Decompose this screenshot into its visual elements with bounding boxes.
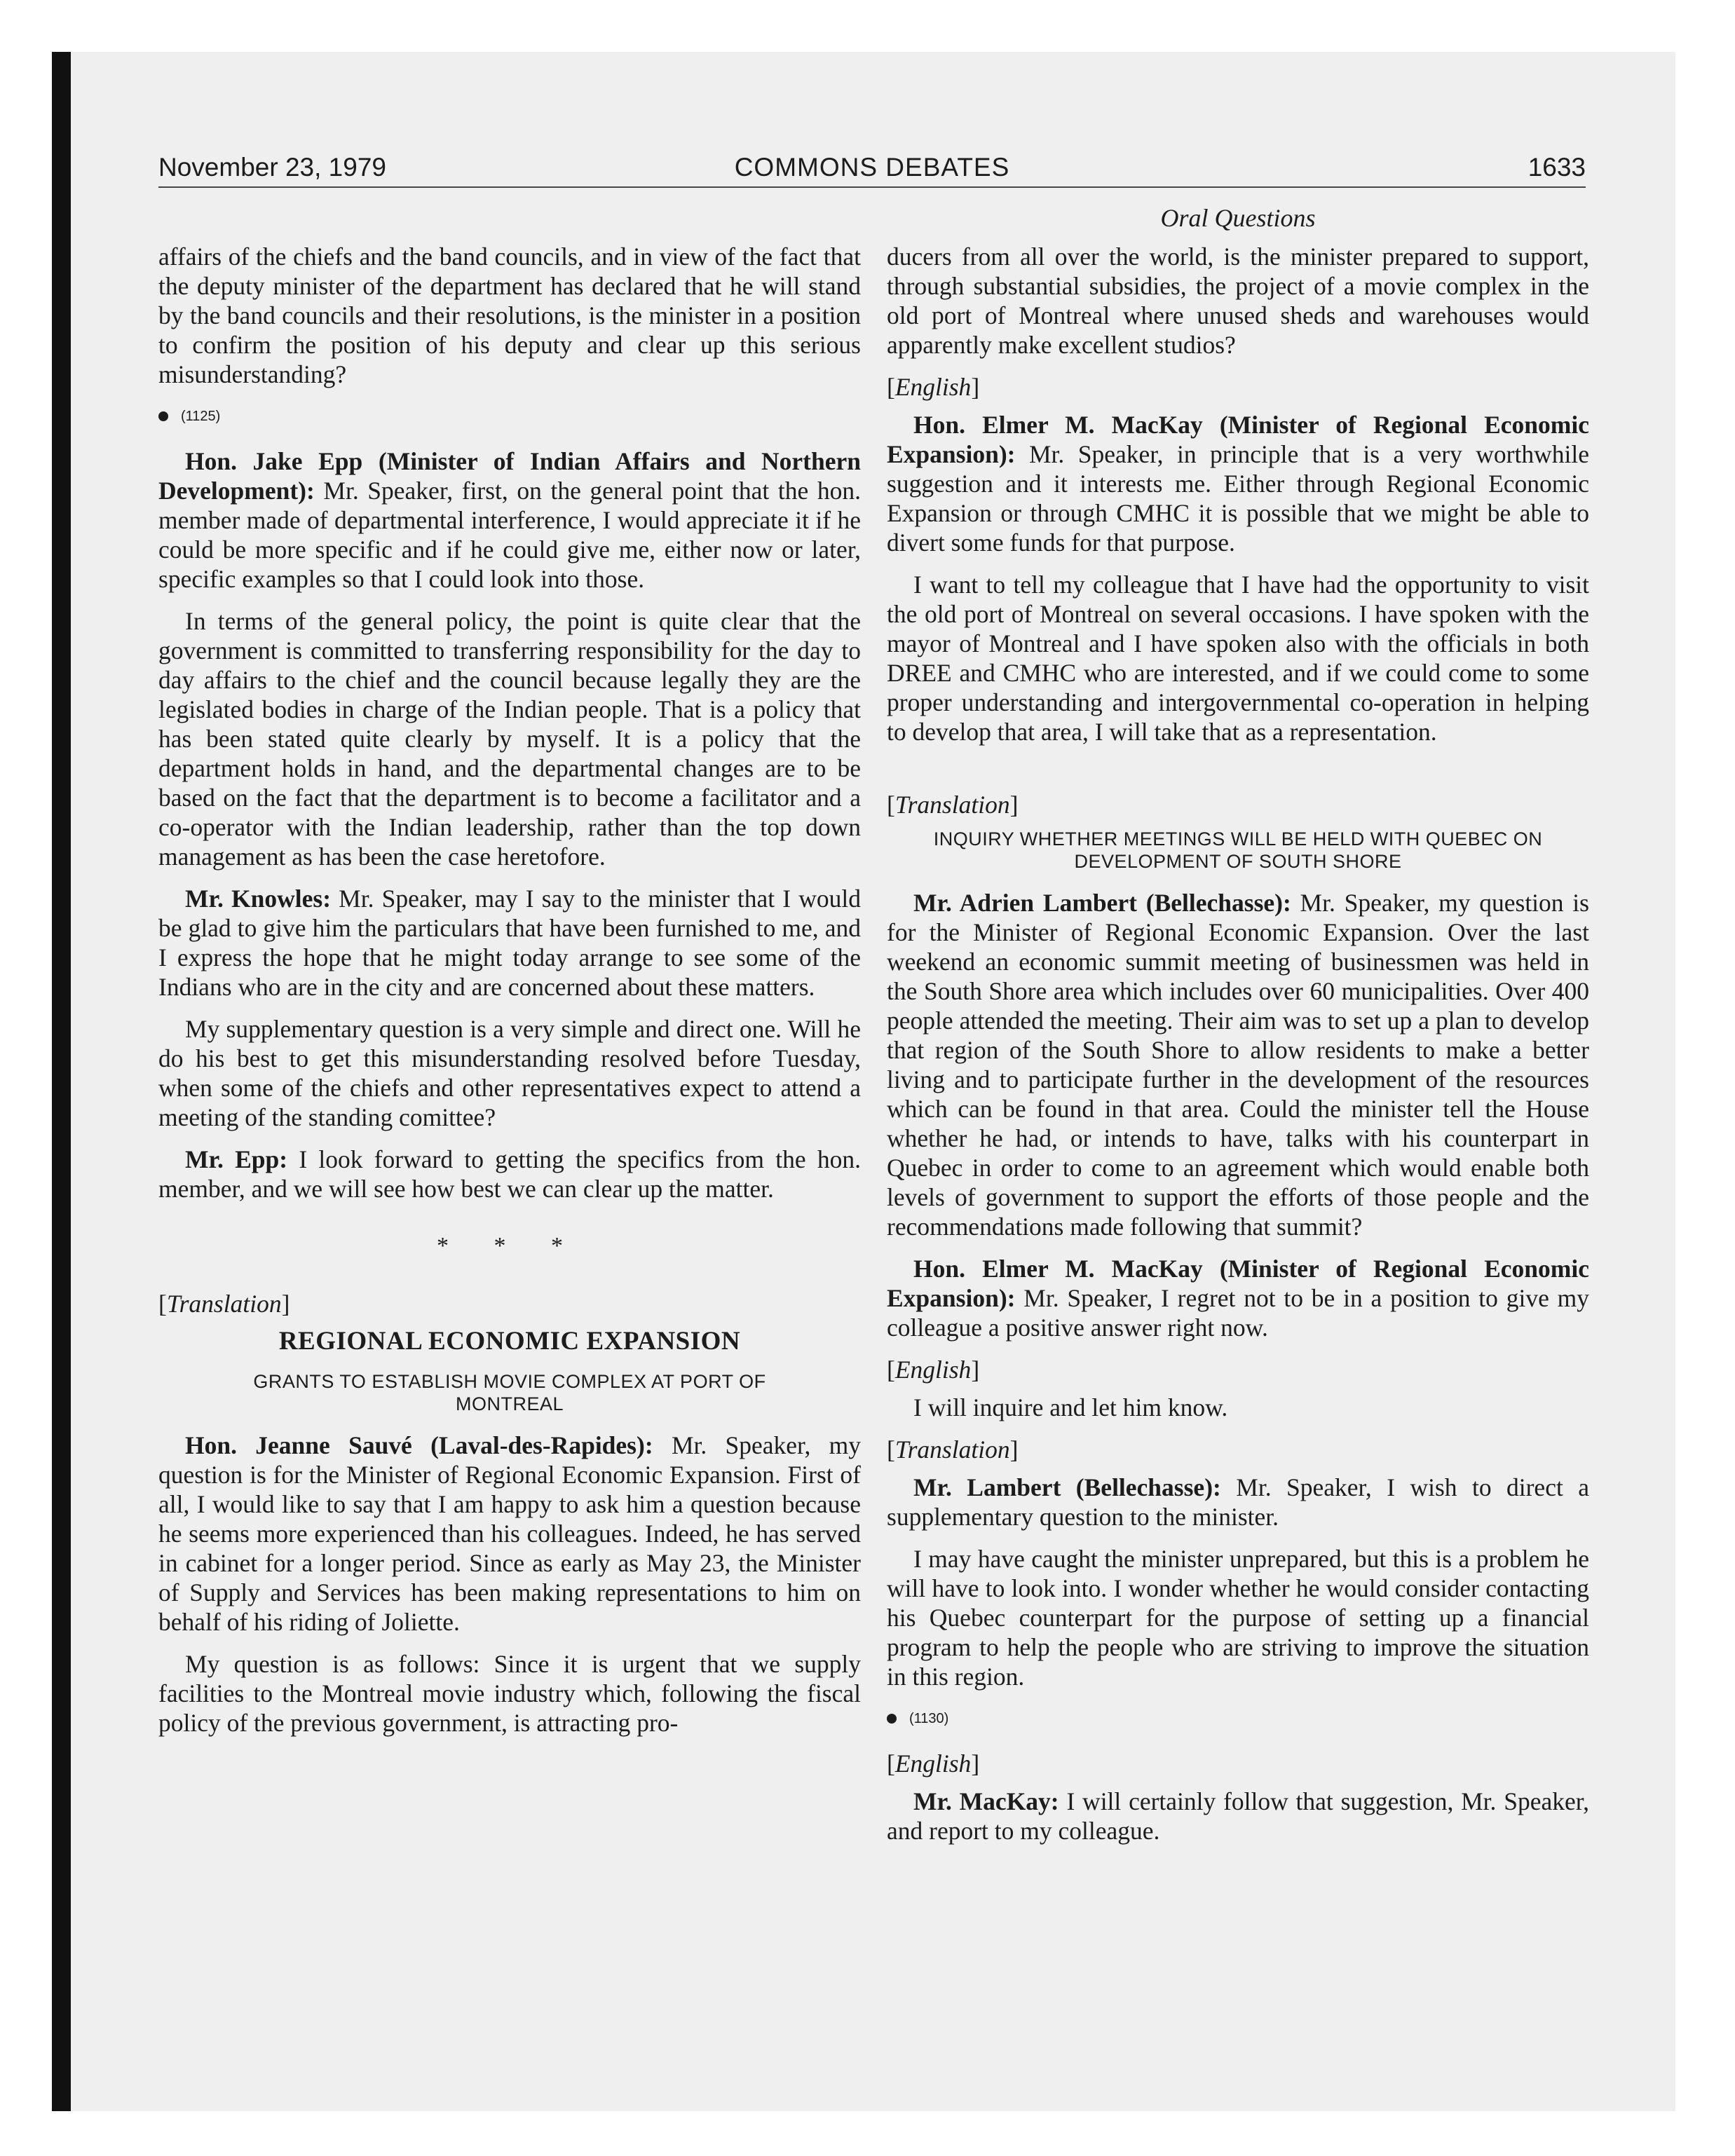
topic-subheading: GRANTS TO ESTABLISH MOVIE COMPLEX AT PORT OF MONTREAL — [253, 1371, 766, 1414]
vertical-spacer — [887, 759, 1589, 784]
speaker-name: Mr. MacKay: — [913, 1787, 1059, 1815]
language-tag: [English] — [887, 1749, 980, 1778]
speech-text: Mr. Speaker, in principle that is a very worthwhile suggestion and it interests me. Either through Regional Economic Expansion or through CMHC it is possible that we might be able to divert some funds for that purpose. — [887, 440, 1589, 557]
speech-text: Mr. Speaker, I regret not to be in a position to give my colleague a positive answer right now. — [887, 1284, 1589, 1342]
speech-text: Mr. Speaker, I wish to direct a supplementary question to the minister. — [887, 1473, 1589, 1531]
paragraph: ducers from all over the world, is the minister prepared to support, through substantial subsidies, the project of a movie complex in the old port of Montreal where unused sheds and warehouses would apparently make excellent studios? — [887, 243, 1589, 359]
section-label: Oral Questions — [1160, 204, 1316, 232]
bullet-icon — [887, 1714, 897, 1724]
speech-text: Mr. Speaker, my question is for the Minister of Regional Economic Expansion. First of all, I would like to say that I am happy to ask him a question because he seems more experienced than his colleagues. Indeed, he has served in cabinet for a longer period. Since as early as May 23, the Minister of Supply and Services has been making representations to him on behalf of his riding of Joliette. — [158, 1431, 861, 1636]
speech-paragraph — [887, 888, 1589, 1241]
section-separator: * * * — [437, 1233, 583, 1259]
speaker-name: Mr. Adrien Lambert (Bellechasse): — [913, 889, 1291, 917]
header-title: COMMONS DEBATES — [734, 153, 1010, 182]
speech-paragraph — [158, 1145, 861, 1203]
speaker-name: Mr. Lambert (Bellechasse): — [913, 1473, 1221, 1501]
scan-edge-bar — [52, 52, 71, 2111]
header-page-number: 1633 — [1528, 153, 1586, 182]
speech-paragraph — [158, 1431, 861, 1637]
speech-paragraph — [158, 446, 861, 594]
left-column — [158, 242, 861, 1750]
paragraph: I will inquire and let him know. — [913, 1393, 1228, 1421]
speech-paragraph — [887, 1254, 1589, 1342]
section-heading: REGIONAL ECONOMIC EXPANSION — [278, 1327, 741, 1356]
speech-paragraph — [887, 410, 1589, 557]
speaker-name: Hon. Jake Epp (Minister of Indian Affairs and Northern Development): — [158, 447, 861, 505]
speech-text: I look forward to getting the specifics from the hon. member, and we will see how best we can clear up the matter. — [158, 1145, 861, 1203]
paragraph: I want to tell my colleague that I have had the opportunity to visit the old port of Montreal on several occasions. I have spoken with the mayor of Montreal and I have spoken also with the officials in both DREE and CMHC who are interested, and if we could come to some proper understanding and intergovernmental co-operation in helping to develop that area, I will take that as a representation. — [887, 571, 1589, 746]
time-marker-label: (1130) — [909, 1711, 949, 1726]
speaker-name: Mr. Epp: — [185, 1145, 288, 1173]
paragraph: I may have caught the minister unprepared, but this is a problem he will have to look into. I wonder whether he would consider contacting his Quebec counterpart for the purpose of setting up a financial program to help the people who are striving to improve the situation in this region. — [887, 1545, 1589, 1691]
language-tag-label: Translation — [166, 1290, 282, 1318]
speech-paragraph — [158, 884, 861, 1002]
language-tag: [Translation] — [887, 1435, 1019, 1464]
paragraph: My supplementary question is a very simple and direct one. Will he do his best to get this misunderstanding resolved before Tuesday, when some of the chiefs and other representatives expect to attend a meeting of the standing comittee? — [158, 1015, 861, 1131]
header-date: November 23, 1979 — [158, 153, 386, 182]
language-tag-label: English — [894, 373, 972, 401]
language-tag: [English] — [887, 1356, 980, 1384]
time-marker-label: (1125) — [181, 409, 221, 424]
speaker-name: Hon. Elmer M. MacKay (Minister of Regional Economic Expansion): — [887, 411, 1589, 468]
speaker-name: Mr. Knowles: — [185, 885, 332, 913]
speech-paragraph — [887, 1473, 1589, 1531]
language-tag-label: English — [894, 1356, 972, 1384]
speech-paragraph — [887, 1787, 1589, 1845]
speech-text: I will certainly follow that suggestion, Mr. Speaker, and report to my colleague. — [887, 1787, 1590, 1845]
language-tag-label: Translation — [894, 791, 1010, 819]
time-marker — [887, 1704, 1589, 1733]
speech-text: Mr. Speaker, first, on the general point that the hon. member made of departmental interference, I would appreciate it if he could be more specific and if he could give me, either now or later, specific examples so that I could look into those. — [158, 477, 861, 593]
language-tag-label: Translation — [894, 1435, 1010, 1464]
paragraph: My question is as follows: Since it is urgent that we supply facilities to the Montreal movie industry which, following the fiscal policy of the previous government, is attracting pro- — [158, 1650, 861, 1737]
language-tag: [English] — [887, 373, 980, 401]
speech-text: Mr. Speaker, may I say to the minister that I would be glad to give him the particulars that have been furnished to me, and I express the hope that he might today arrange to see some of the Indians who are in the city and are concerned about these matters. — [158, 885, 861, 1001]
right-column — [887, 242, 1589, 1858]
page-header — [158, 153, 1586, 188]
topic-subheading: INQUIRY WHETHER MEETINGS WILL BE HELD WITH QUEBEC ON DEVELOPMENT OF SOUTH SHORE — [933, 828, 1543, 872]
speaker-name: Hon. Elmer M. MacKay (Minister of Regional Economic Expansion): — [887, 1255, 1589, 1312]
language-tag: [Translation] — [887, 791, 1019, 819]
paragraph: In terms of the general policy, the point is quite clear that the government is committed to transferring responsibility for the day to day affairs to the chief and the council because legally they are the legislated bodies in charge of the Indian people. That is a policy that has been stated quite clearly by myself. It is a policy that the department holds in hand, and the departmental changes are to be based on the fact that the department is to become a facilitator and a co-operator with the Indian leadership, rather than the top down management as has been the case heretofore. — [158, 607, 861, 871]
speaker-name: Hon. Jeanne Sauvé (Laval-des-Rapides): — [185, 1431, 653, 1459]
language-tag: [Translation] — [158, 1290, 290, 1318]
speech-text: Mr. Speaker, my question is for the Minister of Regional Economic Expansion. Over the last weekend an economic summit meeting of businessmen was held in the South Shore area which includes over 60 municipalities. Over 400 people attended the meeting. Their aim was to set up a plan to develop that region of the South Shore to allow residents to make a better living and to participate further in the development of the resources which can be found in that area. Could the minister tell the House whether he had, or intends to have, talks with his counterpart in Quebec in order to come to an agreement which would enable both levels of government to support the efforts of those people and the recommendations made following that summit? — [887, 889, 1589, 1241]
bullet-icon — [158, 411, 168, 421]
paragraph: affairs of the chiefs and the band councils, and in view of the fact that the deputy minister of the department has declared that he will stand by the band councils and their resolutions, is the minister in a position to confirm the position of his deputy and clear up this serious misunderstanding? — [158, 243, 861, 388]
time-marker — [158, 402, 861, 431]
language-tag-label: English — [894, 1749, 972, 1778]
